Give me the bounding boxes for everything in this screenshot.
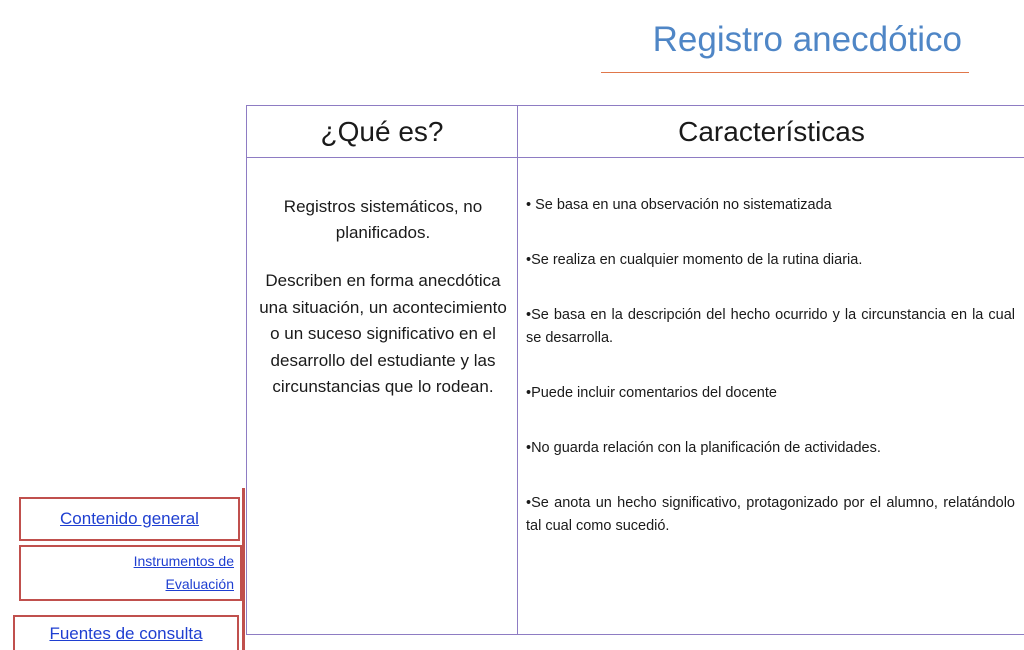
characteristic-item: •Se basa en la descripción del hecho ocurrido y la circunstancia en la cual se desarrolla. — [526, 307, 1015, 346]
characteristics-cell — [526, 194, 1015, 538]
characteristic-item: • Se basa en una observación no sistematizada — [526, 197, 832, 213]
characteristic-item: •Se realiza en cualquier momento de la rutina diaria. — [526, 252, 863, 268]
nav-general-content-link[interactable]: Contenido general — [60, 509, 199, 528]
nav-evaluation-instruments-link[interactable] — [134, 550, 234, 596]
nav-accent-bar — [242, 488, 245, 650]
definition-intro-line1: Registros sistemáticos, no — [283, 197, 483, 216]
header-characteristics: Características — [678, 115, 865, 147]
nav-general-content-button[interactable] — [19, 497, 240, 541]
nav-evaluation-instruments-button[interactable] — [19, 545, 242, 601]
characteristic-item: •Se anota un hecho significativo, protagonizado por el alumno, relatándolo tal cual como sucedió. — [526, 495, 1015, 534]
definition-cell — [255, 194, 511, 401]
characteristic-item: •No guarda relación con la planificación de actividades. — [526, 440, 881, 456]
characteristic-item: •Puede incluir comentarios del docente — [526, 385, 777, 401]
nav-sources-button[interactable] — [13, 615, 239, 650]
definition-description: Describen en forma anecdótica una situación, un acontecimiento o un suceso significativo en el desarrollo del estudiante y las circunstancias que lo rodean. — [259, 271, 507, 396]
header-what-is: ¿Qué es? — [320, 115, 444, 147]
nav-instruments-line1: Instrumentos de — [133, 553, 234, 569]
content-table — [246, 105, 1024, 635]
column-divider — [517, 106, 518, 634]
title-underline — [601, 72, 969, 73]
header-divider — [247, 157, 1024, 158]
slide-title: Registro anecdótico — [652, 20, 962, 59]
definition-intro-line2: planificados. — [335, 223, 431, 242]
definition-intro — [255, 194, 511, 246]
nav-instruments-line2: Evaluación — [165, 576, 234, 592]
nav-sources-link[interactable]: Fuentes de consulta — [49, 624, 203, 643]
